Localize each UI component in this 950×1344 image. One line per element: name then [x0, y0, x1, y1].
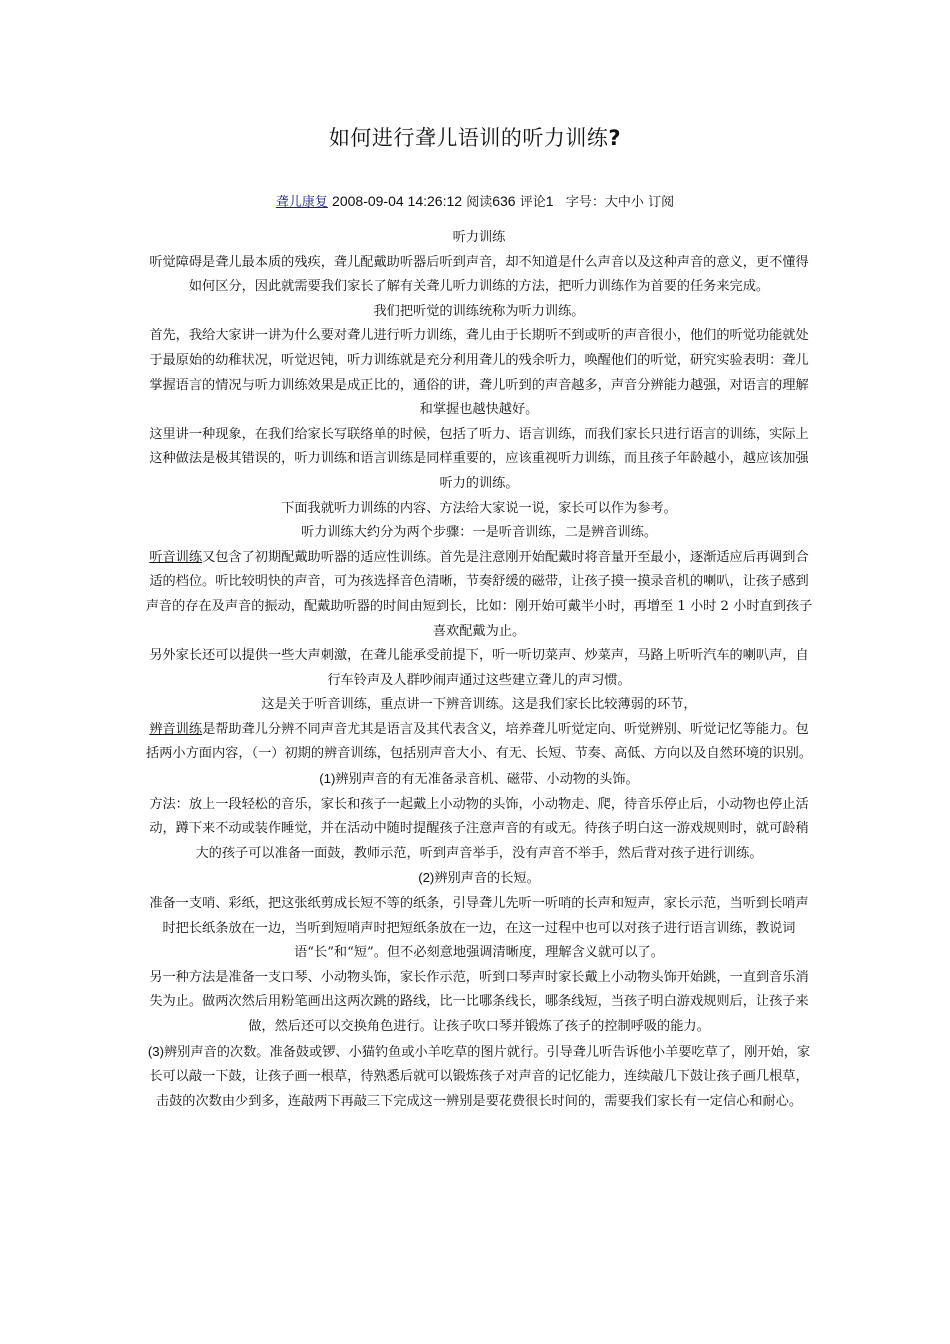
paragraph: 下面我就听力训练的内容、方法给大家说一说，家长可以作为参考。	[281, 500, 677, 516]
paragraph-text: 是帮助聋儿分辨不同声音尤其是语言及其代表含义，培养聋儿听觉定向、听觉辨别、听觉记忆等能力。包括两小方面内容，（一）初期的辨音训练，包括别声音大小、有无、长短、节奏、高低、方向以及自然环境的识别。	[146, 721, 812, 762]
page-title	[0, 122, 950, 152]
paragraph: 首先，我给大家讲一讲为什么要对聋儿进行听力训练，聋儿由于长期听不到或听的声音很小，他们的听觉功能就处于最原始的幼稚状况，听觉迟钝，听力训练就是充分利用聋儿的残余听力，唤醒他们的听觉，研究实验表明：聋儿掌握语言的情况与听力训练效果是成正比的，通俗的讲，聋儿听到的声音越多，声音分辨能力越强，对语言的理解和掌握也越快越好。	[149, 328, 809, 418]
paragraph: 另一种方法是准备一支口琴、小动物头饰，家长作示范，听到口琴声时家长戴上小动物头饰开始跳，一直到音乐消失为止。做两次然后用粉笔画出这两次跳的路线，比一比哪条线长，哪条线短，当孩子明白游戏规则后，让孩子来做，然后还可以交换角色进行。让孩子吹口琴并锻炼了孩子的控制呼吸的能力。	[149, 969, 809, 1034]
post-datetime: 2008-09-04 14:26:12	[332, 193, 463, 209]
paragraph: 听力训练大约分为两个步骤：一是听音训练，二是辨音训练。	[300, 525, 658, 541]
term-discrimination-training: 辨音训练	[149, 721, 203, 737]
paragraph: 这里讲一种现象，在我们给家长写联络单的时候，包括了听力、语言训练，而我们家长只进行语言的训练，实际上这种做法是极其错误的，听力训练和语言训练是同样重要的，应该重视听力训练，而且孩子年龄越小，越应该加强听力的训练。	[149, 426, 809, 491]
title-question-mark: ?	[608, 126, 622, 150]
paragraph	[145, 718, 813, 767]
paragraph: 这是关于听音训练，重点讲一下辨音训练。这是我们家长比较薄弱的环节，	[261, 697, 697, 713]
comment-label: 评论	[519, 195, 546, 210]
section-heading: 听力训练	[452, 230, 506, 245]
paragraph: 我们把听觉的训练统称为听力训练。	[373, 303, 585, 319]
paragraph: 另外家长还可以提供一些大声刺激，在聋儿能承受前提下，听一听切菜声、炒菜声，马路上听听汽车的喇叭声，自行车铃声及人群吵闹声通过这些建立聋儿的声习惯。	[149, 648, 809, 688]
comment-count: 1	[545, 193, 554, 209]
article-body	[145, 226, 813, 1114]
subheading-text: 辨别声音的有无准备录音机、磁带、小动物的头饰。	[335, 772, 639, 788]
subscribe-link[interactable]: 订阅	[648, 195, 675, 210]
subheading-text: 辨别声音的长短。	[434, 871, 540, 887]
author-link[interactable]: 聋儿康复	[275, 195, 328, 210]
subheading-number: (2)	[418, 870, 435, 886]
paragraph	[145, 546, 813, 644]
paragraph: 听觉障碍是聋儿最本质的残疾，聋儿配戴助听器后听到声音，却不知道是什么声音以及这种声音的意义，更不懂得如何区分，因此就需要我们家长了解有关聋儿听力训练的方法，把听力训练作为首要的任务来完成。	[149, 254, 809, 295]
paragraph: 准备一支哨、彩纸，把这张纸剪成长短不等的纸条，引导聋儿先听一听哨的长声和短声，家长示范，当听到长哨声时把长纸条放在一边，当听到短哨声时把短纸条放在一边，在这一过程中也可以对孩子进行语言训练，教说词语“长”和“短”。但不必刻意地强调清晰度，理解含义就可以了。	[149, 896, 809, 961]
title-text: 如何进行聋儿语训的听力训练	[328, 126, 609, 150]
term-listening-training: 听音训练	[149, 549, 203, 565]
paragraph-text: 辨别声音的次数。准备鼓或锣、小猫钓鱼或小羊吃草的图片就行。引导聋儿听告诉他小羊要吃草了，刚开始，家长可以敲一下鼓，让孩子画一根草，待熟悉后就可以锻炼孩子对声音的记忆能力，连续敲几下鼓让孩子画几根草，击鼓的次数由少到多，连敲两下再敲三下完成这一辨别是要花费很长时间的，需要我们家长有一定信心和耐心。	[149, 1044, 811, 1109]
subheading	[145, 767, 813, 793]
article-meta	[0, 191, 950, 210]
read-count: 636	[492, 193, 516, 209]
paragraph: 方法：放上一段轻松的音乐，家长和孩子一起戴上小动物的头饰，小动物走、爬，待音乐停止后，小动物也停止活动，蹲下来不动或装作睡觉，并在活动中随时提醒孩子注意声音的有或无。待孩子明白这一游戏规则时，就可龄稍大的孩子可以准备一面鼓，教师示范，听到声音举手，没有声音不举手，然后背对孩子进行训练。	[149, 796, 809, 861]
subheading-number: (1)	[319, 771, 336, 787]
subheading	[145, 866, 813, 892]
read-label: 阅读	[466, 195, 493, 210]
paragraph-text: 又包含了初期配戴助听器的适应性训练。首先是注意刚开始配戴时将音量开至最小，逐渐适应后再调到合适的档位。听比较明快的声音，可为孩选择音色清晰，节奏舒缓的磁带，让孩子摸一摸录音机的喇叭，让孩子感到声音的存在及声音的振动，配戴助听器的时间由短到长，比如：刚开始可戴半小时，再增至 1 小时 2 小时直到孩子喜欢配戴为止。	[145, 549, 813, 639]
font-size-selector[interactable]: 字号：大中小	[565, 195, 644, 210]
subheading-number: (3)	[147, 1043, 164, 1059]
paragraph	[145, 1040, 813, 1115]
